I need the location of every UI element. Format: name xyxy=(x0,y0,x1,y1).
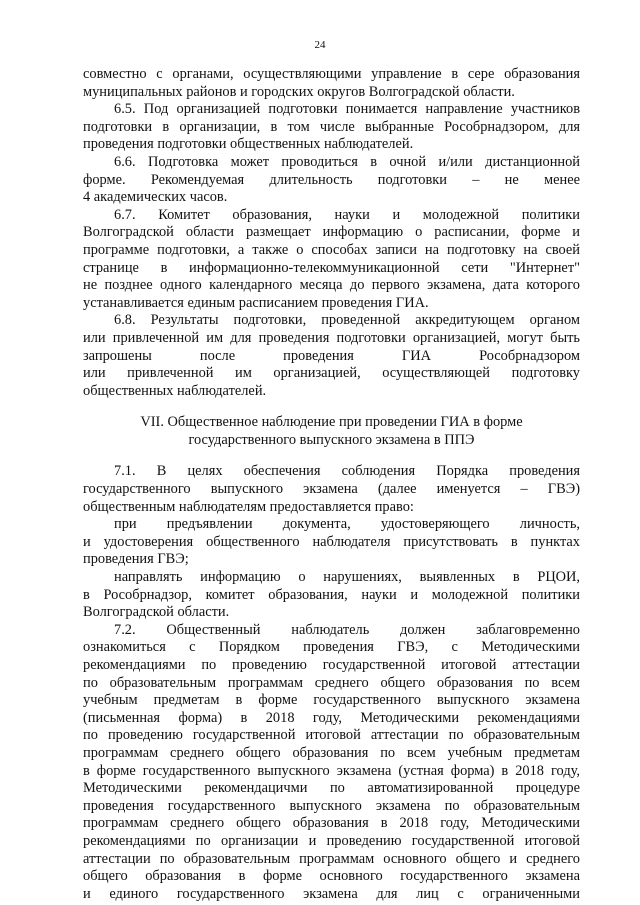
text-line: государственного выпускного экзамена (далее именуется – ГВЭ) xyxy=(83,481,580,498)
text-line: программе подготовки, а также о способах записи на подготовку на своей xyxy=(83,241,580,258)
text-line: рекомендациями по проведению государственной итоговой аттестации xyxy=(83,657,580,673)
section-heading-line: государственного выпускного экзамена в ППЭ xyxy=(188,431,475,448)
paragraph-6-6 xyxy=(83,154,580,207)
page-number: 24 xyxy=(314,39,326,51)
paragraph-right-2 xyxy=(83,569,580,622)
text-line: общего образования в форме основного государственного экзамена xyxy=(83,868,580,885)
text-line: в Рособрнадзор, комитет образования, науки и молодежной политики xyxy=(83,586,580,603)
text-line: 6.6. Подготовка может проводиться в очной и/или дистанционной xyxy=(114,153,580,170)
text-line: по проведению государственной итоговой аттестации по образовательным xyxy=(83,727,580,744)
text-line: странице в информационно-телекоммуникационной сети "Интернет" xyxy=(83,259,580,276)
text-line: общественных наблюдателей. xyxy=(83,382,267,399)
paragraph-7-1 xyxy=(83,463,580,516)
text-line: в форме государственного выпускного экзамена (устная форма) в 2018 году, xyxy=(83,762,580,779)
text-line: или привлеченной им для проведения подготовки организацией, могут быть xyxy=(83,329,580,346)
text-line: подготовки в организации, в том числе выбранные Рособрнадзором, для xyxy=(83,118,580,135)
text-line: и удостоверения общественного наблюдателя присутствовать в пунктах xyxy=(83,533,580,550)
text-line: форме. Рекомендуемая длительность подготовки – не менее xyxy=(83,171,580,188)
text-line: 6.5. Под организацией подготовки понимается направление участников xyxy=(114,101,580,118)
text-line: 6.8. Результаты подготовки, проведенной аккредитующем органом xyxy=(114,312,580,329)
text-line: устанавливается единым расписанием проведения ГИА. xyxy=(83,294,429,311)
text-line: и единого государственного экзамена для лиц с ограниченными xyxy=(83,885,580,902)
text-line: запрошены после проведения ГИА Рособрнадзором xyxy=(83,347,580,364)
paragraph-6-5 xyxy=(83,101,580,154)
paragraph-continuation xyxy=(83,66,580,101)
text-line: совместно с органами, осуществляющими управление в сере образования xyxy=(83,66,580,82)
text-line: программам среднего общего образования по всем учебным предметам xyxy=(83,744,580,761)
paragraph-right-1 xyxy=(83,516,580,569)
text-line: не позднее одного календарного месяца до первого экзамена, дата которого xyxy=(83,277,580,294)
text-line: проведения государственного выпускного экзамена по образовательным xyxy=(83,797,580,814)
text-line: 7.2. Общественный наблюдатель должен заблаговременно xyxy=(114,621,580,638)
text-line: учебным предметам в форме государственного выпускного экзамена xyxy=(83,692,580,709)
text-line: проведения подготовки общественных наблюдателей. xyxy=(83,136,414,153)
text-line: 4 академических часов. xyxy=(83,189,228,206)
text-line: муниципальных районов и городских округов Волгоградской области. xyxy=(83,83,515,100)
section-heading-line: VII. Общественное наблюдение при проведении ГИА в форме xyxy=(140,414,523,431)
text-line: рекомендациями по организации и проведению государственной итоговой xyxy=(83,832,580,849)
document-body xyxy=(83,66,580,903)
text-line: по образовательным программам среднего общего образования по всем xyxy=(83,674,580,691)
paragraph-6-8 xyxy=(83,312,580,400)
text-line: Методическими рекомендацичми по автоматизированной процедуре xyxy=(83,780,580,797)
text-line: проведения ГВЭ; xyxy=(83,551,189,568)
text-line: аттестации по образовательным программам основного общего и среднего xyxy=(83,850,580,867)
text-line: ознакомиться с Порядком проведения ГВЭ, с Методическими xyxy=(83,639,580,656)
text-line: общественным наблюдателям предоставляется право: xyxy=(83,498,414,515)
text-line: 7.1. В целях обеспечения соблюдения Порядка проведения xyxy=(114,463,580,480)
text-line: Волгоградской области размещает информацию о расписании, форме и xyxy=(83,224,580,241)
text-line: программам среднего общего образования в 2018 году, Методическими xyxy=(83,815,580,832)
text-line: (письменная форма) в 2018 году, Методическими рекомендациями xyxy=(83,709,580,726)
section-heading xyxy=(83,414,580,449)
text-line: Волгоградской области. xyxy=(83,604,230,621)
text-line: или привлеченной им организацией, осуществляющей подготовку xyxy=(83,365,580,382)
text-line: при предъявлении документа, удостоверяющего личность, xyxy=(114,516,580,533)
text-line: 6.7. Комитет образования, науки и молодежной политики xyxy=(114,206,580,223)
paragraph-7-2 xyxy=(83,622,580,904)
paragraph-6-7 xyxy=(83,207,580,313)
text-line: направлять информацию о нарушениях, выявленных в РЦОИ, xyxy=(114,569,580,586)
